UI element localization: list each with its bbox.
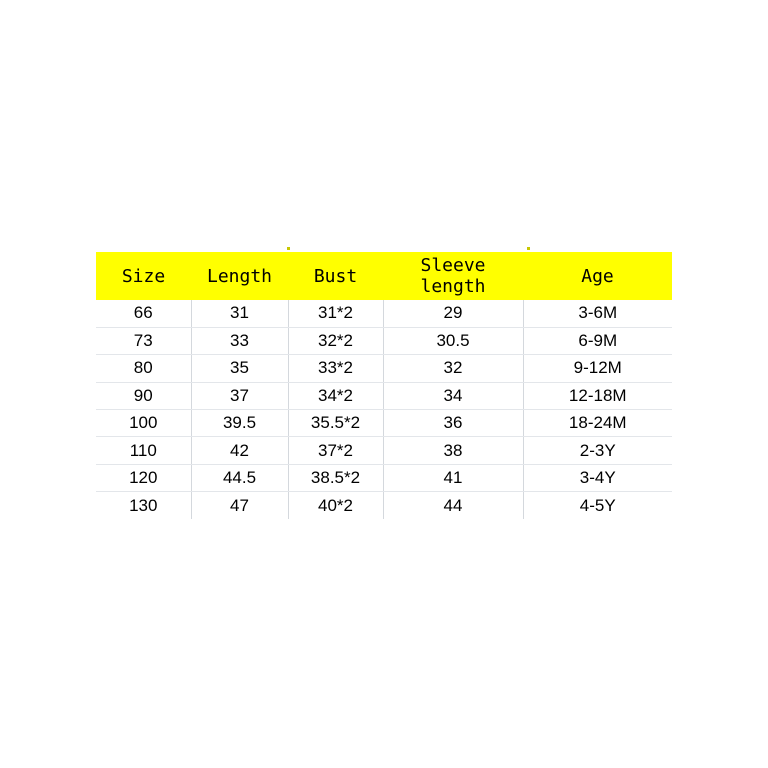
cell-size: 66 (96, 300, 191, 327)
cell-length: 47 (191, 492, 288, 519)
cell-size: 100 (96, 410, 191, 437)
table-row (96, 300, 672, 327)
table-row (96, 327, 672, 354)
cell-age: 2-3Y (523, 437, 672, 464)
cell-size: 80 (96, 355, 191, 382)
decorative-tick (527, 247, 530, 250)
table-row (96, 355, 672, 382)
cell-age: 3-4Y (523, 464, 672, 491)
table-row (96, 437, 672, 464)
cell-age: 4-5Y (523, 492, 672, 519)
cell-age: 12-18M (523, 382, 672, 409)
cell-sleeve-length: 38 (383, 437, 523, 464)
header-age: Age (581, 265, 614, 287)
header-size: Size (121, 265, 166, 287)
decorative-tick (287, 247, 290, 250)
cell-length: 42 (191, 437, 288, 464)
cell-length: 44.5 (191, 464, 288, 491)
header-sleeve-length: Sleeve length (420, 255, 486, 297)
cell-age: 18-24M (523, 410, 672, 437)
cell-age: 3-6M (523, 300, 672, 327)
cell-bust: 32*2 (288, 327, 383, 354)
cell-sleeve-length: 32 (383, 355, 523, 382)
cell-size: 110 (96, 437, 191, 464)
cell-age: 9-12M (523, 355, 672, 382)
cell-bust: 40*2 (288, 492, 383, 519)
table-row (96, 492, 672, 519)
cell-sleeve-length: 34 (383, 382, 523, 409)
cell-length: 33 (191, 327, 288, 354)
cell-age: 6-9M (523, 327, 672, 354)
header-bust: Bust (313, 265, 358, 287)
cell-size: 120 (96, 464, 191, 491)
cell-bust: 34*2 (288, 382, 383, 409)
cell-sleeve-length: 29 (383, 300, 523, 327)
cell-sleeve-length: 36 (383, 410, 523, 437)
cell-bust: 37*2 (288, 437, 383, 464)
cell-length: 35 (191, 355, 288, 382)
cell-length: 39.5 (191, 410, 288, 437)
cell-bust: 33*2 (288, 355, 383, 382)
header-length: Length (206, 265, 273, 287)
table-row (96, 410, 672, 437)
cell-length: 37 (191, 382, 288, 409)
cell-size: 130 (129, 495, 158, 515)
cell-bust: 35.5*2 (288, 410, 383, 437)
cell-sleeve-length: 44 (383, 492, 523, 519)
cell-bust: 38.5*2 (288, 464, 383, 491)
cell-sleeve-length: 41 (383, 464, 523, 491)
table-row (96, 464, 672, 491)
table-row (96, 382, 672, 409)
cell-length: 31 (191, 300, 288, 327)
cell-size: 90 (96, 382, 191, 409)
cell-bust: 31*2 (288, 300, 383, 327)
size-chart-table (96, 252, 672, 519)
table-header-row (96, 252, 672, 300)
cell-size: 73 (96, 327, 191, 354)
cell-sleeve-length: 30.5 (383, 327, 523, 354)
